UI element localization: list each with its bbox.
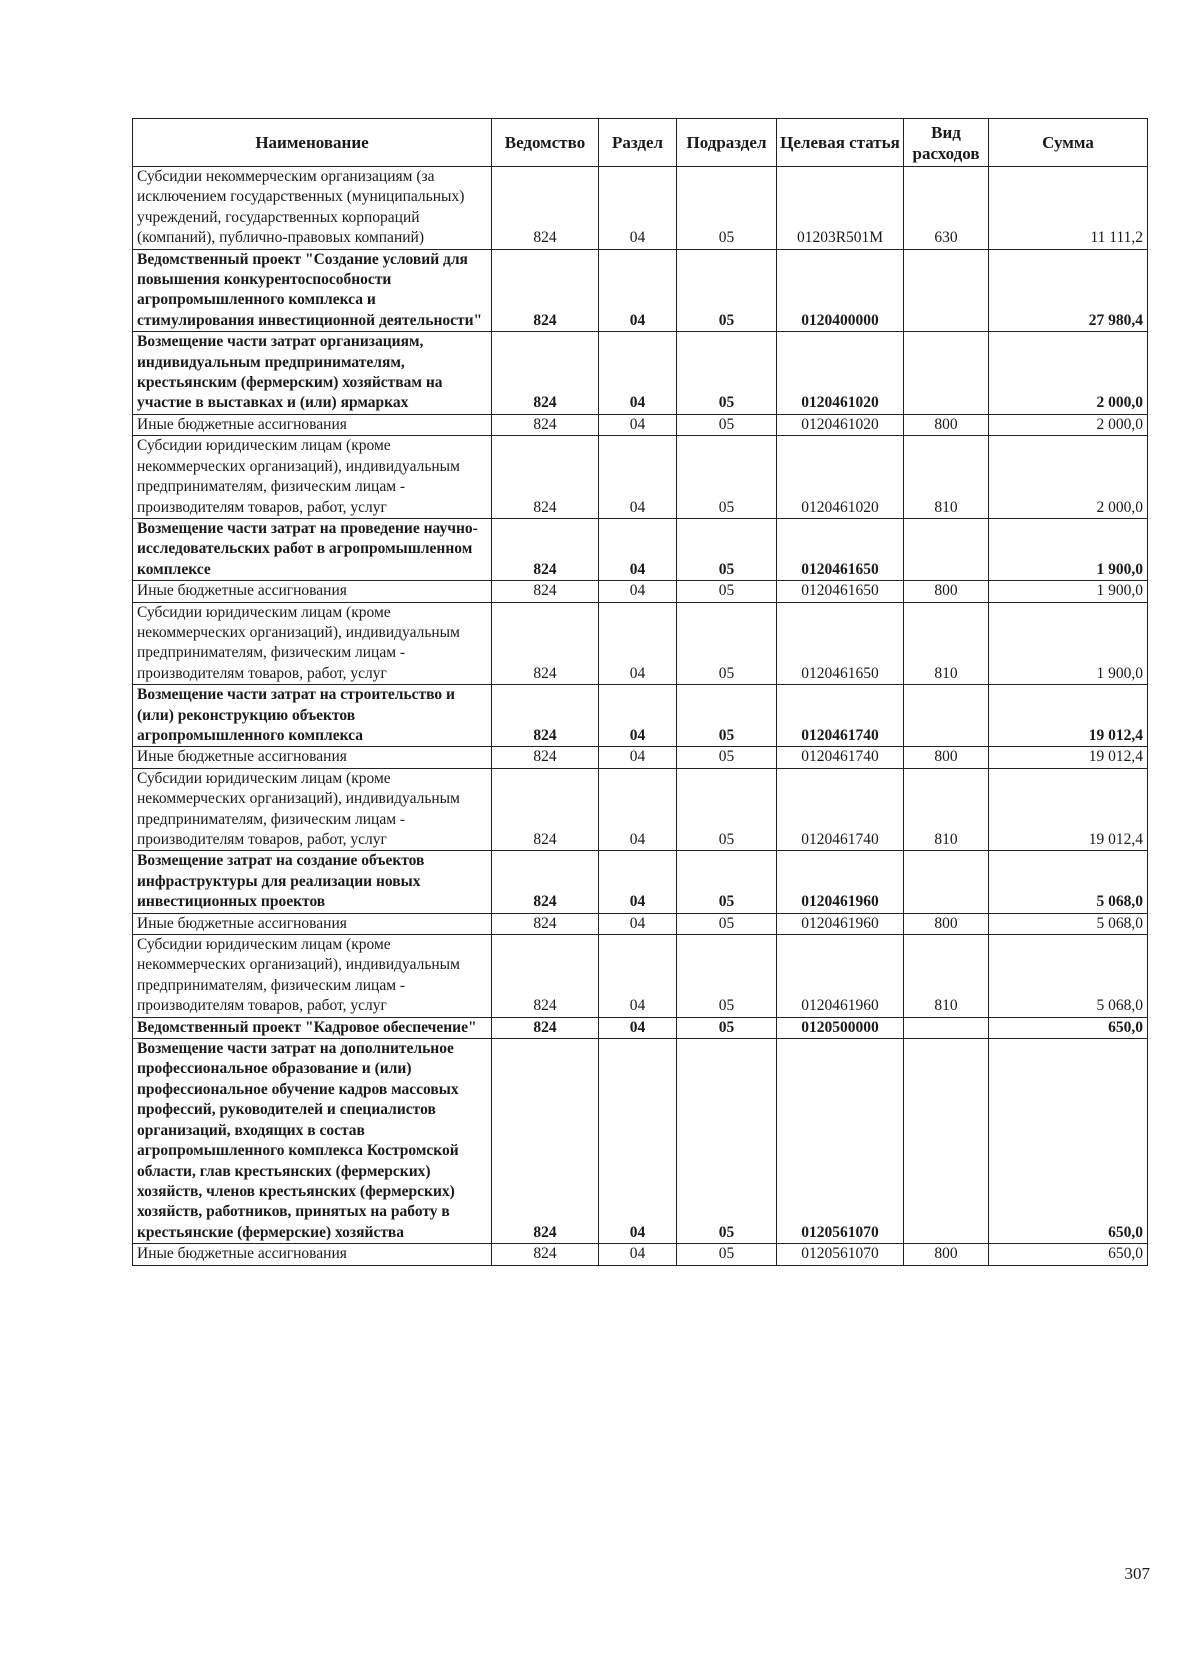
row-section: 04 (599, 747, 677, 768)
row-subsection: 05 (677, 414, 777, 435)
row-department: 824 (492, 167, 599, 250)
row-department: 824 (492, 747, 599, 768)
row-department: 824 (492, 1017, 599, 1038)
row-department: 824 (492, 518, 599, 580)
header-section: Раздел (599, 119, 677, 167)
row-expense-type (904, 518, 989, 580)
row-target-item: 0120461020 (777, 414, 904, 435)
row-amount: 11 111,2 (989, 167, 1148, 250)
row-expense-type (904, 332, 989, 415)
row-name: Возмещение затрат на создание объектов инфраструктуры для реализации новых инвестиционных проектов (133, 851, 492, 913)
table-row (133, 167, 1148, 250)
row-target-item: 01203R501M (777, 167, 904, 250)
row-department: 824 (492, 249, 599, 332)
row-department: 824 (492, 935, 599, 1018)
row-target-item: 0120461650 (777, 602, 904, 685)
row-expense-type: 810 (904, 436, 989, 519)
row-section: 04 (599, 332, 677, 415)
row-subsection: 05 (677, 768, 777, 851)
row-name: Субсидии юридическим лицам (кроме некоммерческих организаций), индивидуальным предпринимателям, физическим лицам - производителям товаров, работ, услуг (133, 768, 492, 851)
table-body (133, 167, 1148, 1266)
row-subsection: 05 (677, 167, 777, 250)
row-section: 04 (599, 1017, 677, 1038)
row-name: Иные бюджетные ассигнования (133, 581, 492, 602)
row-department: 824 (492, 768, 599, 851)
row-target-item: 0120561070 (777, 1244, 904, 1265)
row-name: Возмещение части затрат на проведение научно-исследовательских работ в агропромышленном комплексе (133, 518, 492, 580)
table-row (133, 768, 1148, 851)
header-target-item: Целевая статья (777, 119, 904, 167)
row-amount: 650,0 (989, 1017, 1148, 1038)
row-subsection: 05 (677, 602, 777, 685)
table-row (133, 332, 1148, 415)
row-section: 04 (599, 685, 677, 747)
row-target-item: 0120461020 (777, 332, 904, 415)
row-department: 824 (492, 851, 599, 913)
row-section: 04 (599, 436, 677, 519)
row-expense-type: 800 (904, 913, 989, 934)
row-target-item: 0120461960 (777, 935, 904, 1018)
row-department: 824 (492, 581, 599, 602)
row-target-item: 0120461960 (777, 851, 904, 913)
row-name: Ведомственный проект "Создание условий для повышения конкурентоспособности агропромышленного комплекса и стимулирования инвестиционной деятельности" (133, 249, 492, 332)
row-name: Ведомственный проект "Кадровое обеспечение" (133, 1017, 492, 1038)
row-section: 04 (599, 167, 677, 250)
row-expense-type: 800 (904, 581, 989, 602)
row-target-item: 0120400000 (777, 249, 904, 332)
table-row (133, 747, 1148, 768)
row-subsection: 05 (677, 913, 777, 934)
row-department: 824 (492, 436, 599, 519)
row-subsection: 05 (677, 518, 777, 580)
row-amount: 5 068,0 (989, 935, 1148, 1018)
row-name: Иные бюджетные ассигнования (133, 747, 492, 768)
row-section: 04 (599, 851, 677, 913)
table-row (133, 602, 1148, 685)
row-amount: 19 012,4 (989, 685, 1148, 747)
table-row (133, 851, 1148, 913)
row-name: Субсидии юридическим лицам (кроме некоммерческих организаций), индивидуальным предпринимателям, физическим лицам - производителям товаров, работ, услуг (133, 436, 492, 519)
row-amount: 5 068,0 (989, 913, 1148, 934)
row-expense-type: 630 (904, 167, 989, 250)
row-section: 04 (599, 1039, 677, 1244)
row-amount: 2 000,0 (989, 436, 1148, 519)
row-subsection: 05 (677, 685, 777, 747)
row-section: 04 (599, 935, 677, 1018)
row-name: Иные бюджетные ассигнования (133, 1244, 492, 1265)
row-target-item: 0120461740 (777, 768, 904, 851)
budget-table (132, 118, 1148, 1266)
row-expense-type (904, 249, 989, 332)
table-row (133, 249, 1148, 332)
row-department: 824 (492, 1244, 599, 1265)
row-name: Субсидии юридическим лицам (кроме некоммерческих организаций), индивидуальным предпринимателям, физическим лицам - производителям товаров, работ, услуг (133, 935, 492, 1018)
row-amount: 650,0 (989, 1039, 1148, 1244)
row-name: Возмещение части затрат организациям, индивидуальным предпринимателям, крестьянским (фермерским) хозяйствам на участие в выставках и (или) ярмарках (133, 332, 492, 415)
row-subsection: 05 (677, 1244, 777, 1265)
row-subsection: 05 (677, 1039, 777, 1244)
row-expense-type: 800 (904, 747, 989, 768)
row-expense-type: 800 (904, 414, 989, 435)
row-subsection: 05 (677, 249, 777, 332)
row-department: 824 (492, 1039, 599, 1244)
row-name: Иные бюджетные ассигнования (133, 414, 492, 435)
row-expense-type (904, 1017, 989, 1038)
row-amount: 19 012,4 (989, 747, 1148, 768)
header-expense-type: Вид расходов (904, 119, 989, 167)
row-amount: 650,0 (989, 1244, 1148, 1265)
table-row (133, 581, 1148, 602)
row-target-item: 0120500000 (777, 1017, 904, 1038)
row-section: 04 (599, 768, 677, 851)
row-expense-type (904, 685, 989, 747)
table-row (133, 935, 1148, 1018)
row-subsection: 05 (677, 935, 777, 1018)
row-name: Возмещение части затрат на дополнительное профессиональное образование и (или) профессиональное обучение кадров массовых профессий, руководителей и специалистов организаций, входящих в состав агропромышленного комплекса Костромской области, глав крестьянских (фермерских) хозяйств, членов крестьянских (фермерских) хозяйств, работников, принятых на работу в крестьянские (фермерские) хозяйства (133, 1039, 492, 1244)
row-amount: 2 000,0 (989, 332, 1148, 415)
row-department: 824 (492, 913, 599, 934)
row-subsection: 05 (677, 1017, 777, 1038)
row-expense-type (904, 1039, 989, 1244)
row-expense-type: 800 (904, 1244, 989, 1265)
row-amount: 5 068,0 (989, 851, 1148, 913)
table-row (133, 414, 1148, 435)
table-row (133, 1017, 1148, 1038)
row-subsection: 05 (677, 851, 777, 913)
row-section: 04 (599, 913, 677, 934)
table-row (133, 685, 1148, 747)
row-target-item: 0120461740 (777, 685, 904, 747)
row-name: Субсидии некоммерческим организациям (за исключением государственных (муниципальных) учреждений, государственных корпораций (компаний), публично-правовых компаний) (133, 167, 492, 250)
row-section: 04 (599, 581, 677, 602)
row-name: Иные бюджетные ассигнования (133, 913, 492, 934)
row-expense-type: 810 (904, 768, 989, 851)
row-target-item: 0120461960 (777, 913, 904, 934)
row-subsection: 05 (677, 581, 777, 602)
row-subsection: 05 (677, 436, 777, 519)
row-target-item: 0120561070 (777, 1039, 904, 1244)
table-row (133, 913, 1148, 934)
row-name: Возмещение части затрат на строительство и (или) реконструкцию объектов агропромышленного комплекса (133, 685, 492, 747)
row-amount: 1 900,0 (989, 602, 1148, 685)
page-number: 307 (1124, 1564, 1150, 1583)
row-section: 04 (599, 518, 677, 580)
row-department: 824 (492, 602, 599, 685)
header-amount: Сумма (989, 119, 1148, 167)
table-row (133, 1039, 1148, 1244)
row-amount: 1 900,0 (989, 518, 1148, 580)
row-section: 04 (599, 602, 677, 685)
row-target-item: 0120461020 (777, 436, 904, 519)
row-expense-type: 810 (904, 935, 989, 1018)
row-target-item: 0120461740 (777, 747, 904, 768)
row-target-item: 0120461650 (777, 581, 904, 602)
row-amount: 19 012,4 (989, 768, 1148, 851)
row-subsection: 05 (677, 747, 777, 768)
table-header-row (133, 119, 1148, 167)
header-name: Наименование (133, 119, 492, 167)
row-department: 824 (492, 685, 599, 747)
row-expense-type: 810 (904, 602, 989, 685)
row-name: Субсидии юридическим лицам (кроме некоммерческих организаций), индивидуальным предпринимателям, физическим лицам - производителям товаров, работ, услуг (133, 602, 492, 685)
row-amount: 1 900,0 (989, 581, 1148, 602)
row-target-item: 0120461650 (777, 518, 904, 580)
row-subsection: 05 (677, 332, 777, 415)
row-section: 04 (599, 414, 677, 435)
row-department: 824 (492, 332, 599, 415)
row-section: 04 (599, 249, 677, 332)
row-amount: 2 000,0 (989, 414, 1148, 435)
row-amount: 27 980,4 (989, 249, 1148, 332)
header-department: Ведомство (492, 119, 599, 167)
header-subsection: Подраздел (677, 119, 777, 167)
table-row (133, 518, 1148, 580)
row-department: 824 (492, 414, 599, 435)
table-row (133, 436, 1148, 519)
row-expense-type (904, 851, 989, 913)
table-row (133, 1244, 1148, 1265)
row-section: 04 (599, 1244, 677, 1265)
